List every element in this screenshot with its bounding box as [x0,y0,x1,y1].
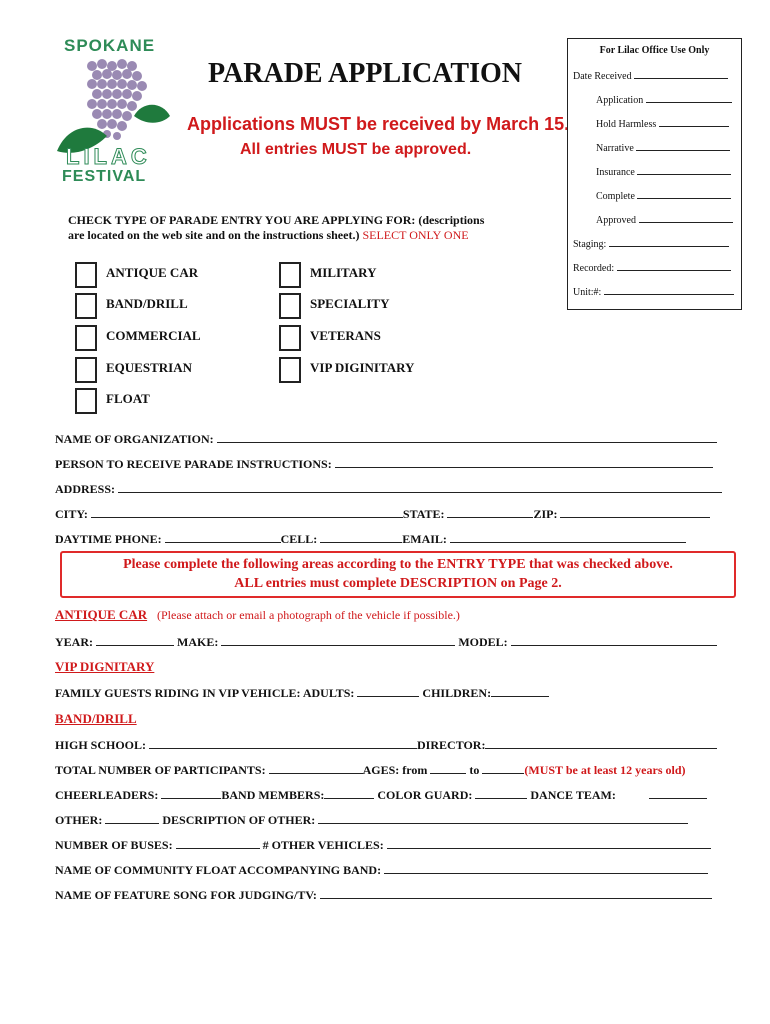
checkbox-military[interactable] [279,262,301,288]
entry-type-instructions-2: are located on the web site and on the instructions sheet.) SELECT ONLY ONE [68,228,469,242]
checkbox-band-drill[interactable] [75,293,97,319]
entry-type-notice-box [60,551,736,598]
select-only-one: SELECT ONLY ONE [362,228,469,242]
checkbox-float[interactable] [75,388,97,414]
office-field-narrative: Narrative [596,141,730,154]
office-field-complete: Complete [596,189,731,202]
spokane-lilac-festival-logo [52,36,174,186]
notice-line-2: ALL entries must complete DESCRIPTION on Page 2. [234,576,562,591]
section-vip-dignitary: VIP DIGNITARY [55,659,155,674]
label-veterans: VETERANS [310,328,381,343]
office-field-hold-harmless: Hold Harmless [596,117,729,130]
checkbox-veterans[interactable] [279,325,301,351]
community-float-field[interactable]: NAME OF COMMUNITY FLOAT ACCOMPANYING BAND: [55,862,708,878]
age-requirement-note: (MUST be at least 12 years old) [524,763,686,777]
office-field-insurance: Insurance [596,165,731,178]
person-field[interactable]: PERSON TO RECEIVE PARADE INSTRUCTIONS: [55,456,713,472]
label-antique-car: ANTIQUE CAR [106,265,199,280]
label-commercial: COMMERCIAL [106,328,201,343]
section-band-drill: BAND/DRILL [55,711,137,726]
org-field[interactable]: NAME OF ORGANIZATION: [55,431,717,447]
label-speciality: SPECIALITY [310,296,390,311]
page-title: PARADE APPLICATION [208,58,522,89]
office-field-staging: Staging: [573,237,729,250]
city-state-zip-fields[interactable]: CITY: STATE: ZIP: [55,506,710,522]
office-field-application: Application [596,93,732,106]
checkbox-vip-diginitary[interactable] [279,357,301,383]
office-use-title: For Lilac Office Use Only [599,45,710,56]
label-vip-diginitary: VIP DIGINITARY [310,360,415,375]
band-composition-fields[interactable]: CHEERLEADERS: BAND MEMBERS: COLOR GUARD: DANCE TEAM: [55,787,707,803]
logo-bottom-word: FESTIVAL [62,168,147,185]
checkbox-speciality[interactable] [279,293,301,319]
office-field-unit: Unit:#: [573,285,734,298]
checkbox-equestrian[interactable] [75,357,97,383]
checkbox-commercial[interactable] [75,325,97,351]
office-field-approved: Approved [596,213,733,226]
address-field[interactable]: ADDRESS: [55,481,722,497]
office-field-date-received: Date Received [573,69,728,82]
section-antique-car: ANTIQUE CAR [55,607,148,622]
vip-guests-fields[interactable]: FAMILY GUESTS RIDING IN VIP VEHICLE: ADULTS: CHILDREN: [55,685,549,701]
label-military: MILITARY [310,265,377,280]
label-float: FLOAT [106,391,150,406]
checkbox-antique-car[interactable] [75,262,97,288]
logo-middle-word: LILAC [66,144,151,169]
year-make-model-fields[interactable]: YEAR: MAKE: MODEL: [55,634,717,650]
phone-cell-email-fields[interactable]: DAYTIME PHONE: CELL: EMAIL: [55,531,686,547]
feature-song-field[interactable]: NAME OF FEATURE SONG FOR JUDGING/TV: [55,887,712,903]
notice-line-1: Please complete the following areas according to the ENTRY TYPE that was checked above. [123,557,673,572]
office-field-recorded: Recorded: [573,261,731,274]
office-use-box [567,38,742,310]
buses-vehicles-fields[interactable]: NUMBER OF BUSES: # OTHER VEHICLES: [55,837,711,853]
entry-type-instructions: CHECK TYPE OF PARADE ENTRY YOU ARE APPLYING FOR: (descriptions [68,213,485,227]
school-director-fields[interactable]: HIGH SCHOOL: DIRECTOR: [55,737,717,753]
label-band-drill: BAND/DRILL [106,296,188,311]
deadline-notice: Applications MUST be received by March 15. [187,114,570,134]
logo-top-word: SPOKANE [64,36,156,55]
antique-photo-note: (Please attach or email a photograph of the vehicle if possible.) [157,608,460,622]
participants-ages-fields[interactable]: TOTAL NUMBER OF PARTICIPANTS: AGES: from to (MUST be at least 12 years old) [55,763,686,777]
approval-notice: All entries MUST be approved. [240,141,472,158]
label-equestrian: EQUESTRIAN [106,360,192,375]
other-fields[interactable]: OTHER: DESCRIPTION OF OTHER: [55,812,688,828]
